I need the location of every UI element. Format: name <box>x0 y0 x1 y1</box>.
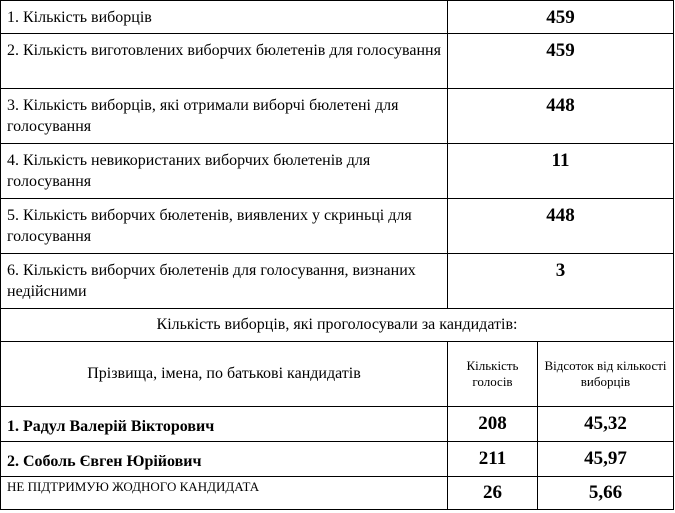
voted-header: Кількість виборців, які проголосували за кандидатів: <box>1 309 674 342</box>
column-header-votes: Кількість голосів <box>448 342 538 407</box>
candidate-percent: 45,32 <box>538 407 674 442</box>
candidate-votes: 26 <box>448 477 538 510</box>
summary-label: 2. Кількість виготовлених виборчих бюлетенів для голосування <box>1 34 448 89</box>
summary-label: 4. Кількість невикористаних виборчих бюлетенів для голосування <box>1 144 448 199</box>
summary-label: 5. Кількість виборчих бюлетенів, виявлених у скриньці для голосування <box>1 199 448 254</box>
column-header-row <box>1 342 674 407</box>
candidate-percent: 45,97 <box>538 442 674 477</box>
summary-row <box>1 34 674 89</box>
candidate-row <box>1 477 674 510</box>
candidate-percent: 5,66 <box>538 477 674 510</box>
candidate-name: НЕ ПІДТРИМУЮ ЖОДНОГО КАНДИДАТА <box>1 477 448 510</box>
column-header-name: Прізвища, імена, по батькові кандидатів <box>1 342 448 407</box>
summary-row <box>1 144 674 199</box>
summary-row <box>1 89 674 144</box>
candidate-row <box>1 442 674 477</box>
summary-value: 459 <box>448 1 674 34</box>
summary-value: 448 <box>448 89 674 144</box>
summary-value: 11 <box>448 144 674 199</box>
candidate-name: 1. Радул Валерій Вікторович <box>1 407 448 442</box>
summary-label: 1. Кількість виборців <box>1 1 448 34</box>
candidate-votes: 208 <box>448 407 538 442</box>
candidate-name: 2. Соболь Євген Юрійович <box>1 442 448 477</box>
summary-value: 459 <box>448 34 674 89</box>
voted-header-row <box>1 309 674 342</box>
summary-row <box>1 199 674 254</box>
summary-value: 3 <box>448 254 674 309</box>
column-header-percent: Відсоток від кількості виборців <box>538 342 674 407</box>
summary-label: 3. Кількість виборців, які отримали виборчі бюлетені для голосування <box>1 89 448 144</box>
candidate-row <box>1 407 674 442</box>
summary-row <box>1 1 674 34</box>
summary-label: 6. Кількість виборчих бюлетенів для голосування, визнаних недійсними <box>1 254 448 309</box>
summary-row <box>1 254 674 309</box>
candidate-votes: 211 <box>448 442 538 477</box>
summary-value: 448 <box>448 199 674 254</box>
